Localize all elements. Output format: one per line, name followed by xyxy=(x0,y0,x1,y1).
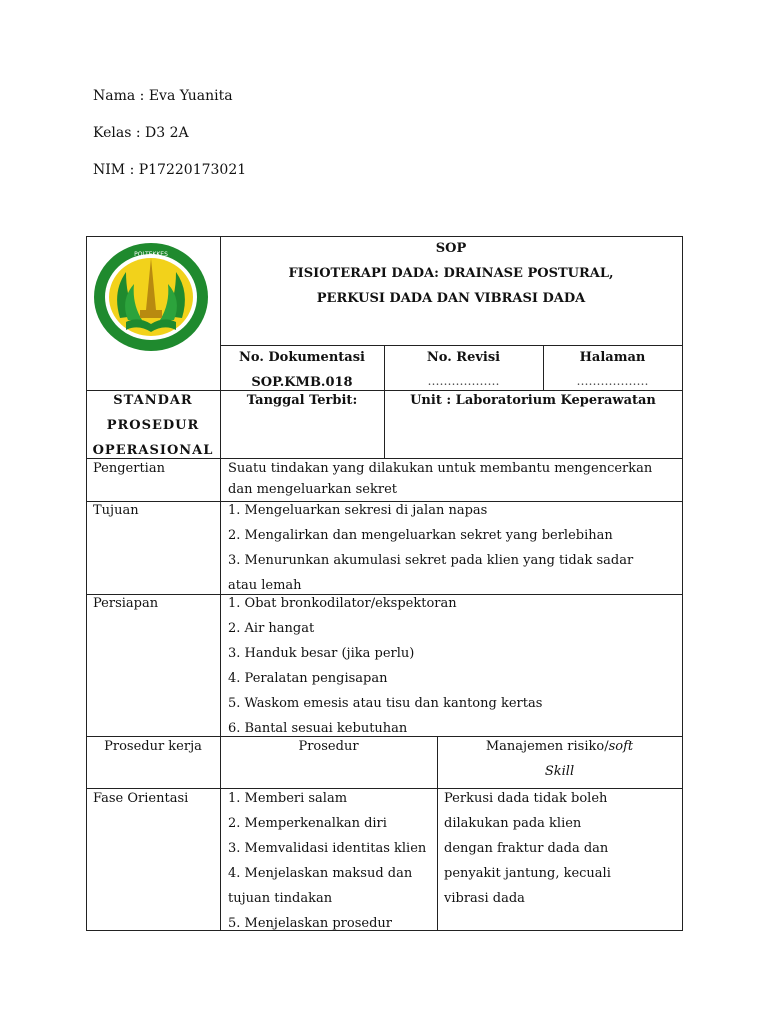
no-dokumentasi-value: SOP.KMB.018 xyxy=(251,375,353,390)
manajemen-risiko-text: Manajemen risiko/ xyxy=(485,739,609,754)
sop-subtitle-1: FISIOTERAPI DADA: DRAINASE POSTURAL, xyxy=(288,266,614,281)
halaman-label: Halaman xyxy=(579,350,646,365)
tujuan-item: atau lemah xyxy=(228,578,302,593)
no-revisi-label: No. Revisi xyxy=(426,350,501,365)
risk-line: penyakit jantung, kecuali xyxy=(444,866,611,881)
persiapan-content xyxy=(228,591,542,741)
risk-line: vibrasi dada xyxy=(444,891,525,906)
student-nim: NIM : P17220173021 xyxy=(93,162,247,178)
persiapan-item: 6. Bantal sesuai kebutuhan xyxy=(228,721,408,736)
orientasi-step: tujuan tindakan xyxy=(228,891,333,906)
student-name: Nama : Eva Yuanita xyxy=(93,88,233,104)
sop-subtitle-2: PERKUSI DADA DAN VIBRASI DADA xyxy=(316,291,586,306)
fase-orientasi-steps xyxy=(228,786,426,936)
risk-line: dilakukan pada klien xyxy=(444,816,582,831)
student-class: Kelas : D3 2A xyxy=(93,125,189,141)
standar-label-2: PROSEDUR xyxy=(106,418,200,433)
standar-label-3: OPERASIONAL xyxy=(92,443,214,458)
tujuan-label: Tujuan xyxy=(93,503,139,518)
persiapan-item: 3. Handuk besar (jika perlu) xyxy=(228,646,415,661)
svg-text:POLTEKKES: POLTEKKES xyxy=(134,251,168,258)
pengertian-line: dan mengeluarkan sekret xyxy=(228,482,397,497)
institution-logo xyxy=(90,240,212,355)
orientasi-step: 4. Menjelaskan maksud dan xyxy=(228,866,413,881)
pengertian-content xyxy=(228,456,652,502)
persiapan-item: 5. Waskom emesis atau tisu dan kantong kertas xyxy=(228,696,543,711)
pengertian-label: Pengertian xyxy=(93,461,165,476)
manajemen-soft-text: soft xyxy=(608,739,634,754)
risk-line: dengan fraktur dada dan xyxy=(444,841,609,856)
tujuan-content xyxy=(228,498,633,598)
orientasi-step: 1. Memberi salam xyxy=(228,791,348,806)
prosedur-column-header: Prosedur xyxy=(298,739,359,754)
tujuan-item: 1. Mengeluarkan sekresi di jalan napas xyxy=(228,503,488,518)
orientasi-step: 3. Memvalidasi identitas klien xyxy=(228,841,427,856)
risk-line: Perkusi dada tidak boleh xyxy=(444,791,608,806)
persiapan-label: Persiapan xyxy=(93,596,159,611)
fase-orientasi-label: Fase Orientasi xyxy=(93,791,189,806)
orientasi-step: 2. Memperkenalkan diri xyxy=(228,816,387,831)
tujuan-item: 2. Mengalirkan dan mengeluarkan sekret yang berlebihan xyxy=(228,528,613,543)
tujuan-item: 3. Menurunkan akumulasi sekret pada klien yang tidak sadar xyxy=(228,553,634,568)
halaman-value: ……………… xyxy=(576,374,649,388)
persiapan-item: 4. Peralatan pengisapan xyxy=(228,671,388,686)
manajemen-skill-text: Skill xyxy=(544,764,575,779)
no-dokumentasi-label: No. Dokumentasi xyxy=(239,350,365,365)
unit-label: Unit : Laboratorium Keperawatan xyxy=(410,393,656,408)
pengertian-line: Suatu tindakan yang dilakukan untuk membantu mengencerkan xyxy=(228,461,653,476)
tanggal-terbit: Tanggal Terbit: xyxy=(246,393,358,408)
standar-label-1: STANDAR xyxy=(113,393,193,408)
orientasi-step: 5. Menjelaskan prosedur xyxy=(228,916,392,931)
sop-title: SOP xyxy=(435,241,467,256)
persiapan-item: 2. Air hangat xyxy=(228,621,315,636)
no-revisi-value: ……………… xyxy=(427,374,500,388)
fase-orientasi-risk xyxy=(444,786,611,911)
prosedur-kerja-label: Prosedur kerja xyxy=(104,739,202,754)
manajemen-risiko-header xyxy=(437,734,682,784)
persiapan-item: 1. Obat bronkodilator/ekspektoran xyxy=(228,596,457,611)
